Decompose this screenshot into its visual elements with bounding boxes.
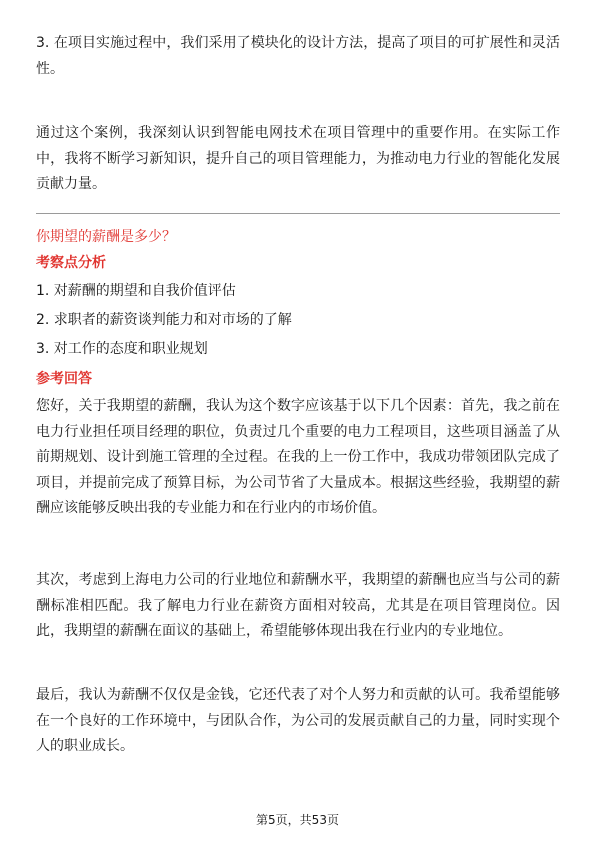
answer-paragraph: 您好，关于我期望的薪酬，我认为这个数字应该基于以下几个因素：首先，我之前在电力行业担任项目经理的职位，负责过几个重要的电力工程项目，这些项目涵盖了从前期规划、设计到施工管理的全过程。在我的上一份工作中，我成功带领团队完成了项目，并提前完成了预算目标，为公司节省了大量成本。根据这些经验，我期望的薪酬应该能够反映出我的专业能力和在行业内的市场价值。	[36, 398, 560, 516]
analysis-item: 3. 对工作的态度和职业规划	[36, 341, 208, 357]
paragraph-point-3: 3. 在项目实施过程中，我们采用了模块化的设计方法，提高了项目的可扩展性和灵活性。	[36, 35, 560, 77]
answer-paragraph: 最后，我认为薪酬不仅仅是金钱，它还代表了对个人努力和贡献的认可。我希望能够在一个良好的工作环境中，与团队合作，为公司的发展贡献自己的力量，同时实现个人的职业成长。	[36, 687, 560, 754]
interview-question: 你期望的薪酬是多少？	[36, 229, 176, 245]
analysis-item: 2. 求职者的薪资谈判能力和对市场的了解	[36, 312, 292, 328]
paragraph-summary: 通过这个案例，我深刻认识到智能电网技术在项目管理中的重要作用。在实际工作中，我将不断学习新知识，提升自己的项目管理能力，为推动电力行业的智能化发展贡献力量。	[36, 125, 560, 192]
analysis-heading: 考察点分析	[36, 255, 106, 271]
answer-paragraph: 其次，考虑到上海电力公司的行业地位和薪酬水平，我期望的薪酬也应当与公司的薪酬标准相匹配。我了解电力行业在薪资方面相对较高，尤其是在项目管理岗位。因此，我期望的薪酬在面议的基础上，希望能够体现出我在行业内的专业地位。	[36, 572, 560, 639]
page-footer: 第5页，共53页	[256, 813, 339, 827]
analysis-item: 1. 对薪酬的期望和自我价值评估	[36, 283, 236, 299]
section-divider	[36, 213, 560, 214]
answer-heading: 参考回答	[36, 371, 92, 387]
